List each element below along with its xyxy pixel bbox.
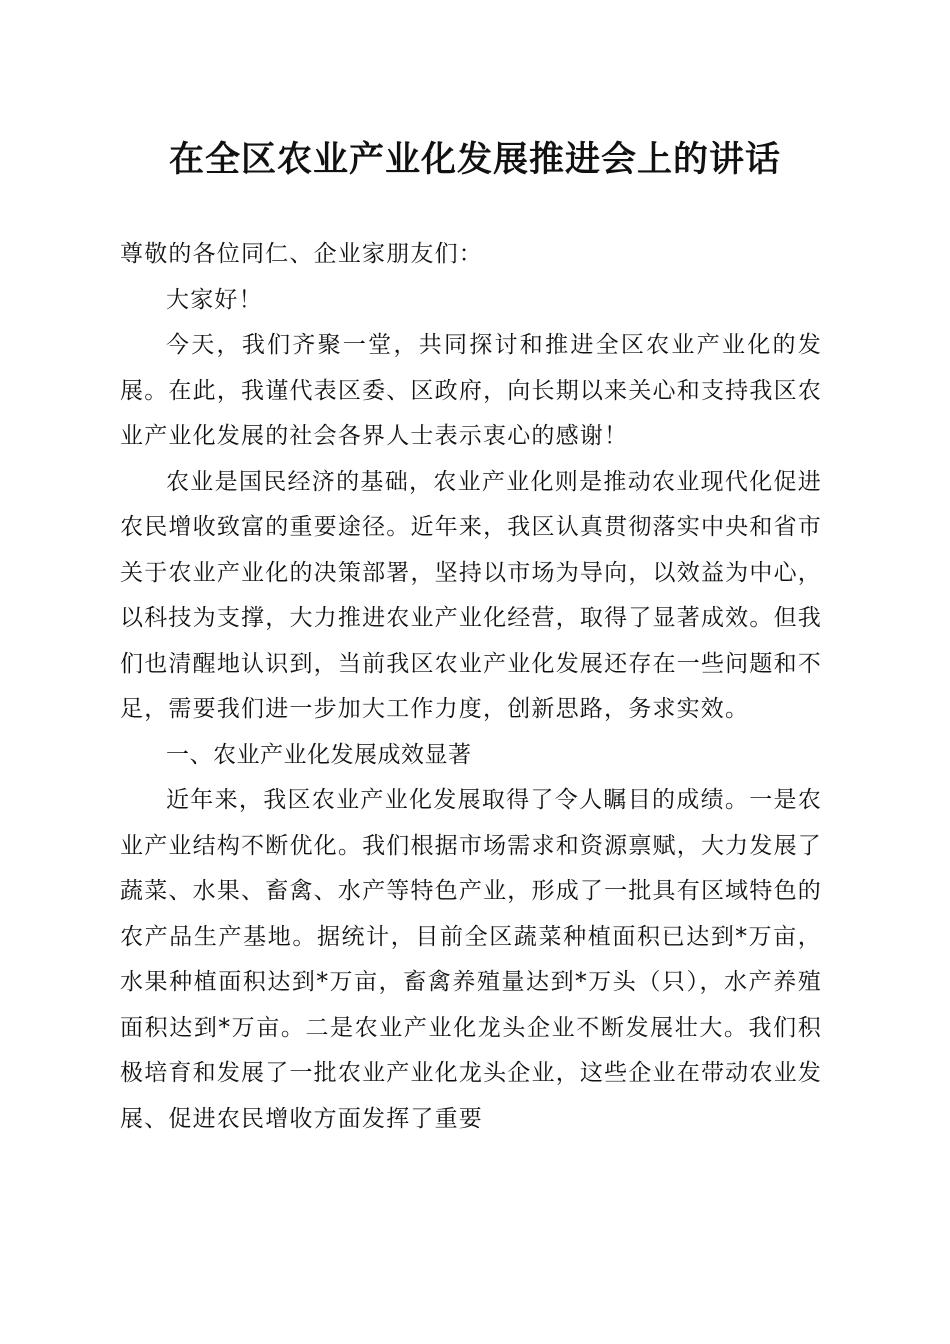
paragraph-opening: 今天，我们齐聚一堂，共同探讨和推进全区农业产业化的发展。在此，我谨代表区委、区政府，向长期以来关心和支持我区农业产业化发展的社会各界人士表示衷心的感谢！ <box>120 332 822 449</box>
section-1-paragraph: 近年来，我区农业产业化发展取得了令人瞩目的成绩。一是农业产业结构不断优化。我们根据市场需求和资源禀赋，大力发展了蔬菜、水果、畜禽、水产等特色产业，形成了一批具有区域特色的农产品生产基地。据统计，目前全区蔬菜种植面积已达到*万亩，水果种植面积达到*万亩，畜禽养殖量达到*万头（只），水产养殖面积达到*万亩。二是农业产业化龙头企业不断发展壮大。我们积极培育和发展了一批农业产业化龙头企业，这些企业在带动农业发展、促进农民增收方面发挥了重要 <box>120 787 822 1132</box>
document-title: 在全区农业产业化发展推进会上的讲话 <box>168 139 781 180</box>
document-body <box>120 232 822 1142</box>
section-heading-1: 一、农业产业化发展成效显著 <box>166 741 472 768</box>
paragraph-background: 农业是国民经济的基础，农业产业化则是推动农业现代化促进农民增收致富的重要途径。近年来，我区认真贯彻落实中央和省市关于农业产业化的决策部署，坚持以市场为导向，以效益为中心，以科技为支撑，大力推进农业产业化经营，取得了显著成效。但我们也清醒地认识到，当前我区农业产业化发展还存在一些问题和不足，需要我们进一步加大工作力度，创新思路，务求实效。 <box>120 468 822 722</box>
greeting: 大家好！ <box>166 286 263 313</box>
salutation: 尊敬的各位同仁、企业家朋友们： <box>120 241 483 267</box>
